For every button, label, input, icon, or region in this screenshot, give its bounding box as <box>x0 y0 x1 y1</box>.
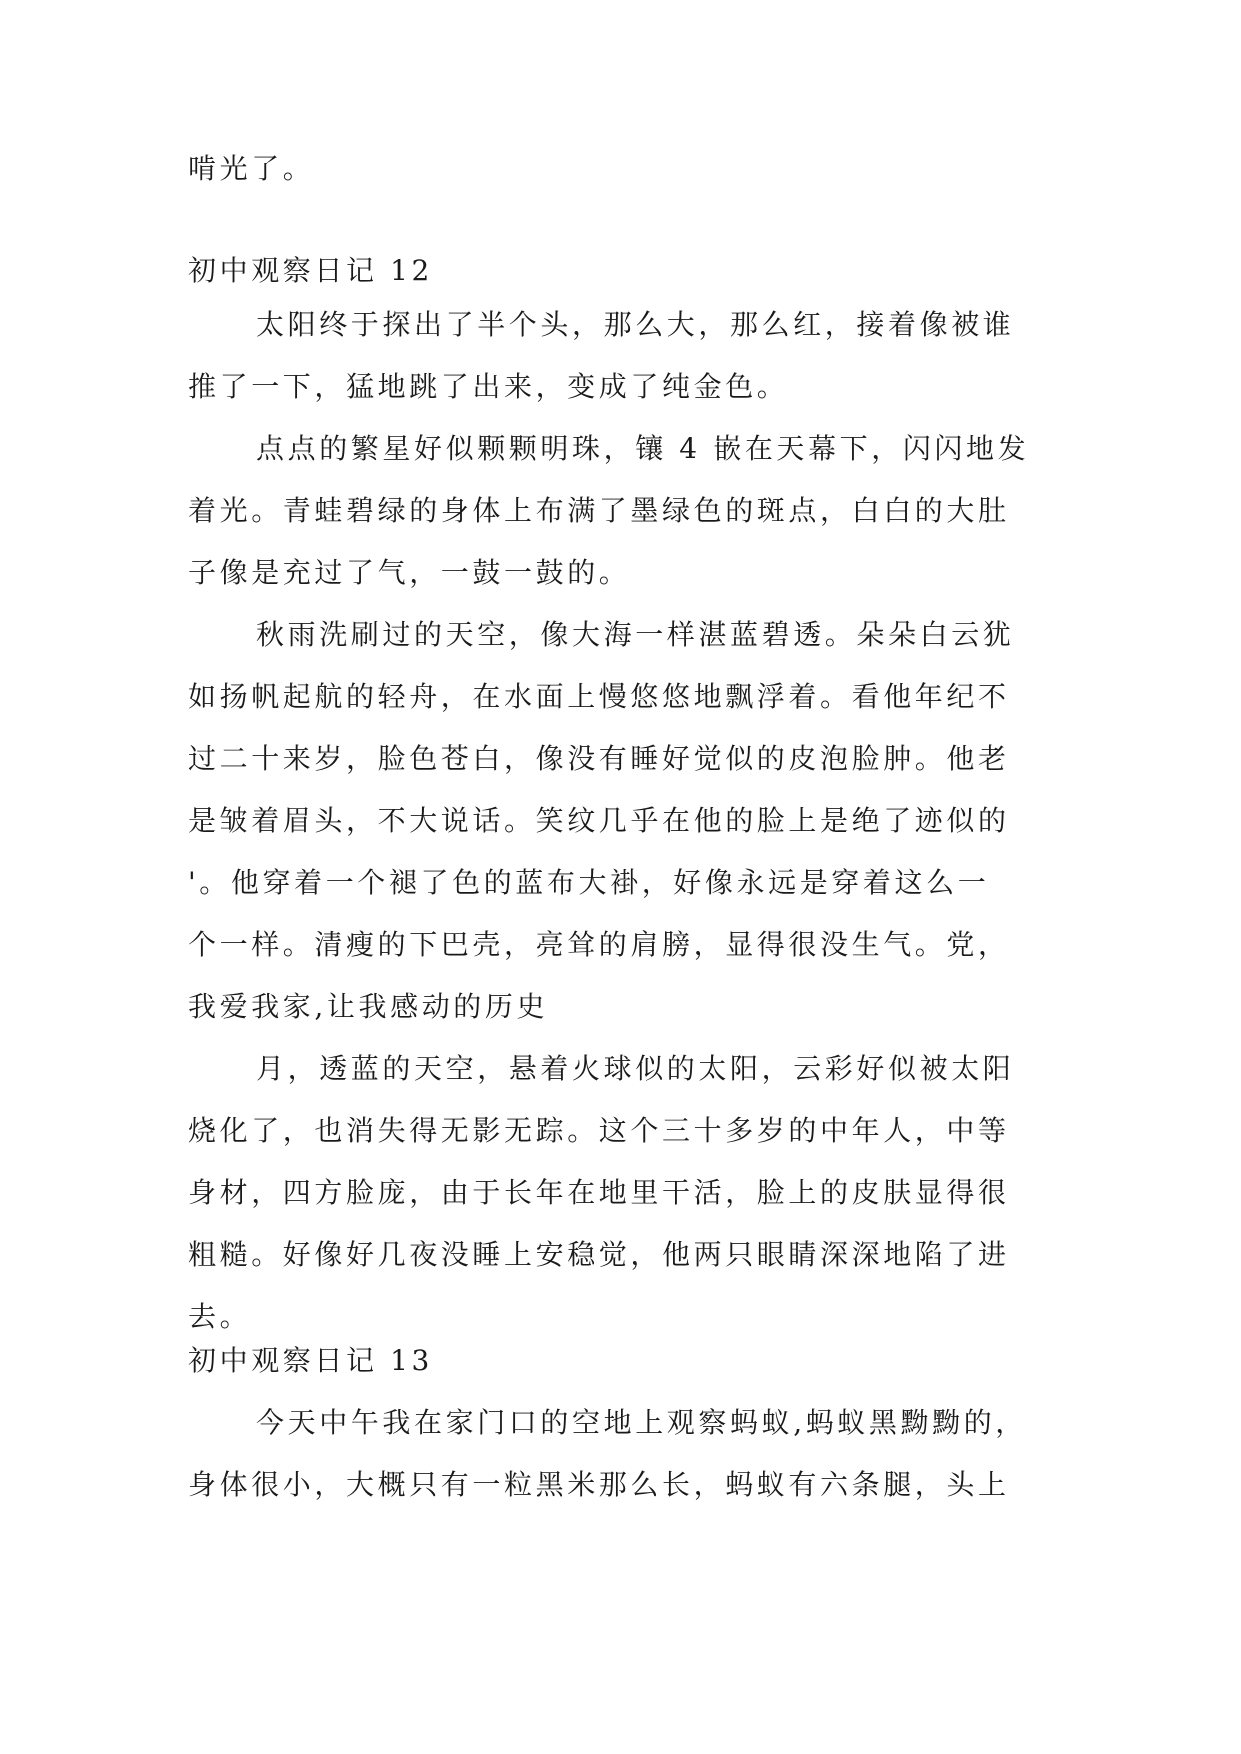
entry-13-line: 身体很小，大概只有一粒黑米那么长，蚂蚁有六条腿，头上 <box>188 1468 1010 1501</box>
entry-12-body <box>188 294 1050 1348</box>
entry-12-line: 我爱我家,让我感动的历史 <box>188 990 549 1023</box>
entry-12-line: '。他穿着一个褪了色的蓝布大褂，好像永远是穿着这么一 <box>188 866 990 899</box>
entry-12-line: 子像是充过了气，一鼓一鼓的。 <box>188 556 631 589</box>
entry-12-title: 初中观察日记 12 <box>188 254 433 287</box>
entry-12-line: 个一样。清瘦的下巴壳，亮耸的肩膀，显得很没生气。党， <box>188 928 1010 961</box>
entry-13-body <box>188 1392 1050 1516</box>
entry-12-line: 推了一下，猛地跳了出来，变成了纯金色。 <box>188 370 789 403</box>
entry-12-line: 太阳终于探出了半个头，那么大，那么红，接着像被谁 <box>256 308 1015 341</box>
top-fragment-block <box>188 138 1050 200</box>
entry-13-line: 今天中午我在家门口的空地上观察蚂蚁,蚂蚁黑黝黝的， <box>256 1406 1027 1439</box>
entry-12-line: 如扬帆起航的轻舟，在水面上慢悠悠地飘浮着。看他年纪不 <box>188 680 1010 713</box>
entry-12-line: 点点的繁星好似颗颗明珠，镶 4 嵌在天幕下，闪闪地发 <box>256 432 1030 465</box>
entry-12-line: 月，透蓝的天空，悬着火球似的太阳，云彩好似被太阳 <box>256 1052 1015 1085</box>
entry-12-line: 是皱着眉头，不大说话。笑纹几乎在他的脸上是绝了迹似的 <box>188 804 1010 837</box>
entry-12-line: 过二十来岁，脸色苍白，像没有睡好觉似的皮泡脸肿。他老 <box>188 742 1010 775</box>
entry-13-title: 初中观察日记 13 <box>188 1344 433 1377</box>
entry-12-line: 着光。青蛙碧绿的身体上布满了墨绿色的斑点，白白的大肚 <box>188 494 1010 527</box>
top-fragment: 啃光了。 <box>188 152 315 185</box>
entry-12-line: 去。 <box>188 1300 252 1333</box>
entry-12-line: 烧化了，也消失得无影无踪。这个三十多岁的中年人，中等 <box>188 1114 1010 1147</box>
entry-12-line: 粗糙。好像好几夜没睡上安稳觉，他两只眼睛深深地陷了进 <box>188 1238 1010 1271</box>
entry-12-line: 秋雨洗刷过的天空，像大海一样湛蓝碧透。朵朵白云犹 <box>256 618 1015 651</box>
entry-12-line: 身材，四方脸庞，由于长年在地里干活，脸上的皮肤显得很 <box>188 1176 1010 1209</box>
